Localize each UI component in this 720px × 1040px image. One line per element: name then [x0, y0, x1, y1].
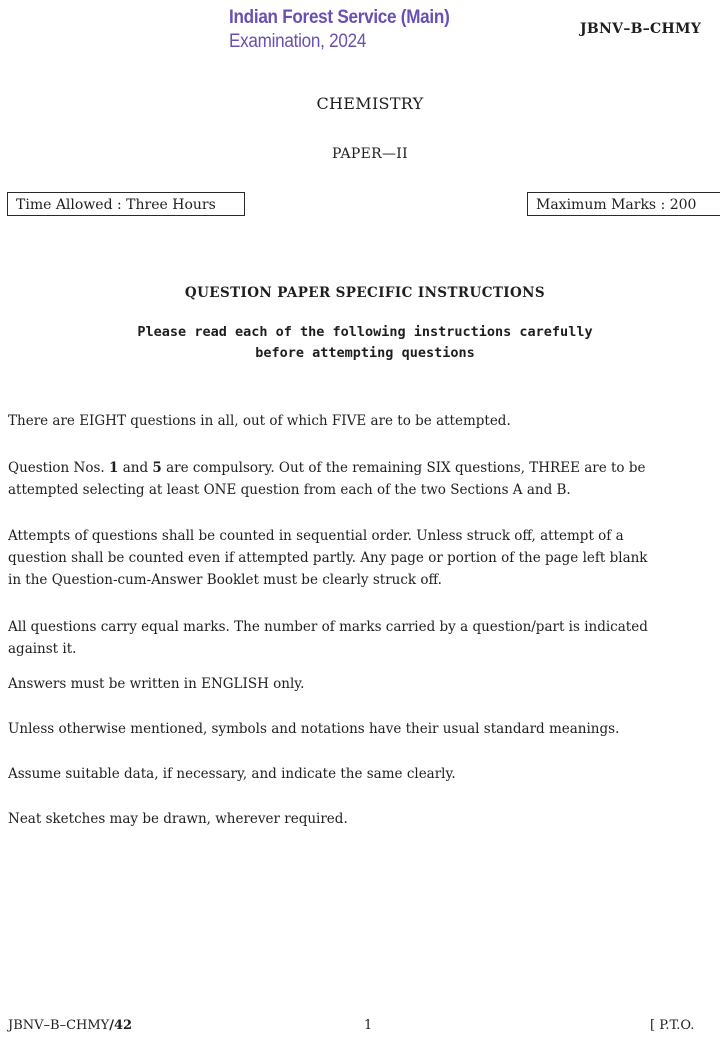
instruction-4-line-2: against it. — [8, 641, 77, 657]
footer-code-prefix: JBNV–B–CHMY — [8, 1018, 110, 1033]
paper-number: PAPER—II — [332, 146, 408, 162]
instruction-2-line-1 — [8, 457, 720, 479]
exam-stamp — [229, 6, 450, 54]
instructions-subheading — [0, 322, 720, 364]
page-number: 1 — [364, 1018, 373, 1033]
instruction-3-line-1: Attempts of questions shall be counted in sequential order. Unless struck off, attempt of a — [8, 528, 624, 544]
instruction-1: There are EIGHT questions in all, out of which FIVE are to be attempted. — [8, 413, 511, 429]
instruction-3 — [8, 525, 720, 591]
instruction-7: Assume suitable data, if necessary, and indicate the same clearly. — [8, 766, 456, 782]
instruction-6: Unless otherwise mentioned, symbols and notations have their usual standard meanings. — [8, 721, 620, 737]
time-allowed-box: Time Allowed : Three Hours — [7, 192, 245, 216]
instruction-3-line-3: in the Question-cum-Answer Booklet must be clearly struck off. — [8, 572, 442, 588]
instruction-2-text-e: are compulsory. Out of the remaining SIX questions, THREE are to be — [161, 460, 646, 476]
instruction-4-line-1: All questions carry equal marks. The number of marks carried by a question/part is indicated — [8, 619, 648, 635]
stamp-line-1: Indian Forest Service (Main) — [229, 7, 450, 28]
instruction-2-text-a: Question Nos. — [8, 460, 109, 476]
footer-code-suffix: /42 — [109, 1018, 133, 1033]
instruction-2 — [8, 457, 720, 501]
instruction-2-q5: 5 — [152, 460, 162, 476]
instruction-4 — [8, 616, 720, 660]
instruction-2-text-c: and — [118, 460, 153, 476]
maximum-marks-box: Maximum Marks : 200 — [527, 192, 720, 216]
footer-paper-code — [8, 1018, 132, 1033]
subject-title: CHEMISTRY — [316, 94, 424, 113]
instruction-2-line-2: attempted selecting at least ONE question from each of the two Sections A and B. — [8, 482, 571, 498]
instruction-2-q1: 1 — [109, 460, 119, 476]
instructions-heading: QUESTION PAPER SPECIFIC INSTRUCTIONS — [184, 285, 546, 301]
stamp-line-2: Examination, 2024 — [229, 31, 367, 52]
subheading-line-2: before attempting questions — [255, 345, 475, 361]
please-turn-over: [ P.T.O. — [650, 1018, 695, 1033]
paper-code: JBNV–B–CHMY — [580, 21, 702, 37]
instruction-5: Answers must be written in ENGLISH only. — [8, 676, 305, 692]
subheading-line-1: Please read each of the following instructions carefully — [137, 324, 593, 340]
instruction-8: Neat sketches may be drawn, wherever required. — [8, 811, 348, 827]
instruction-3-line-2: question shall be counted even if attempted partly. Any page or portion of the page left blank — [8, 550, 648, 566]
